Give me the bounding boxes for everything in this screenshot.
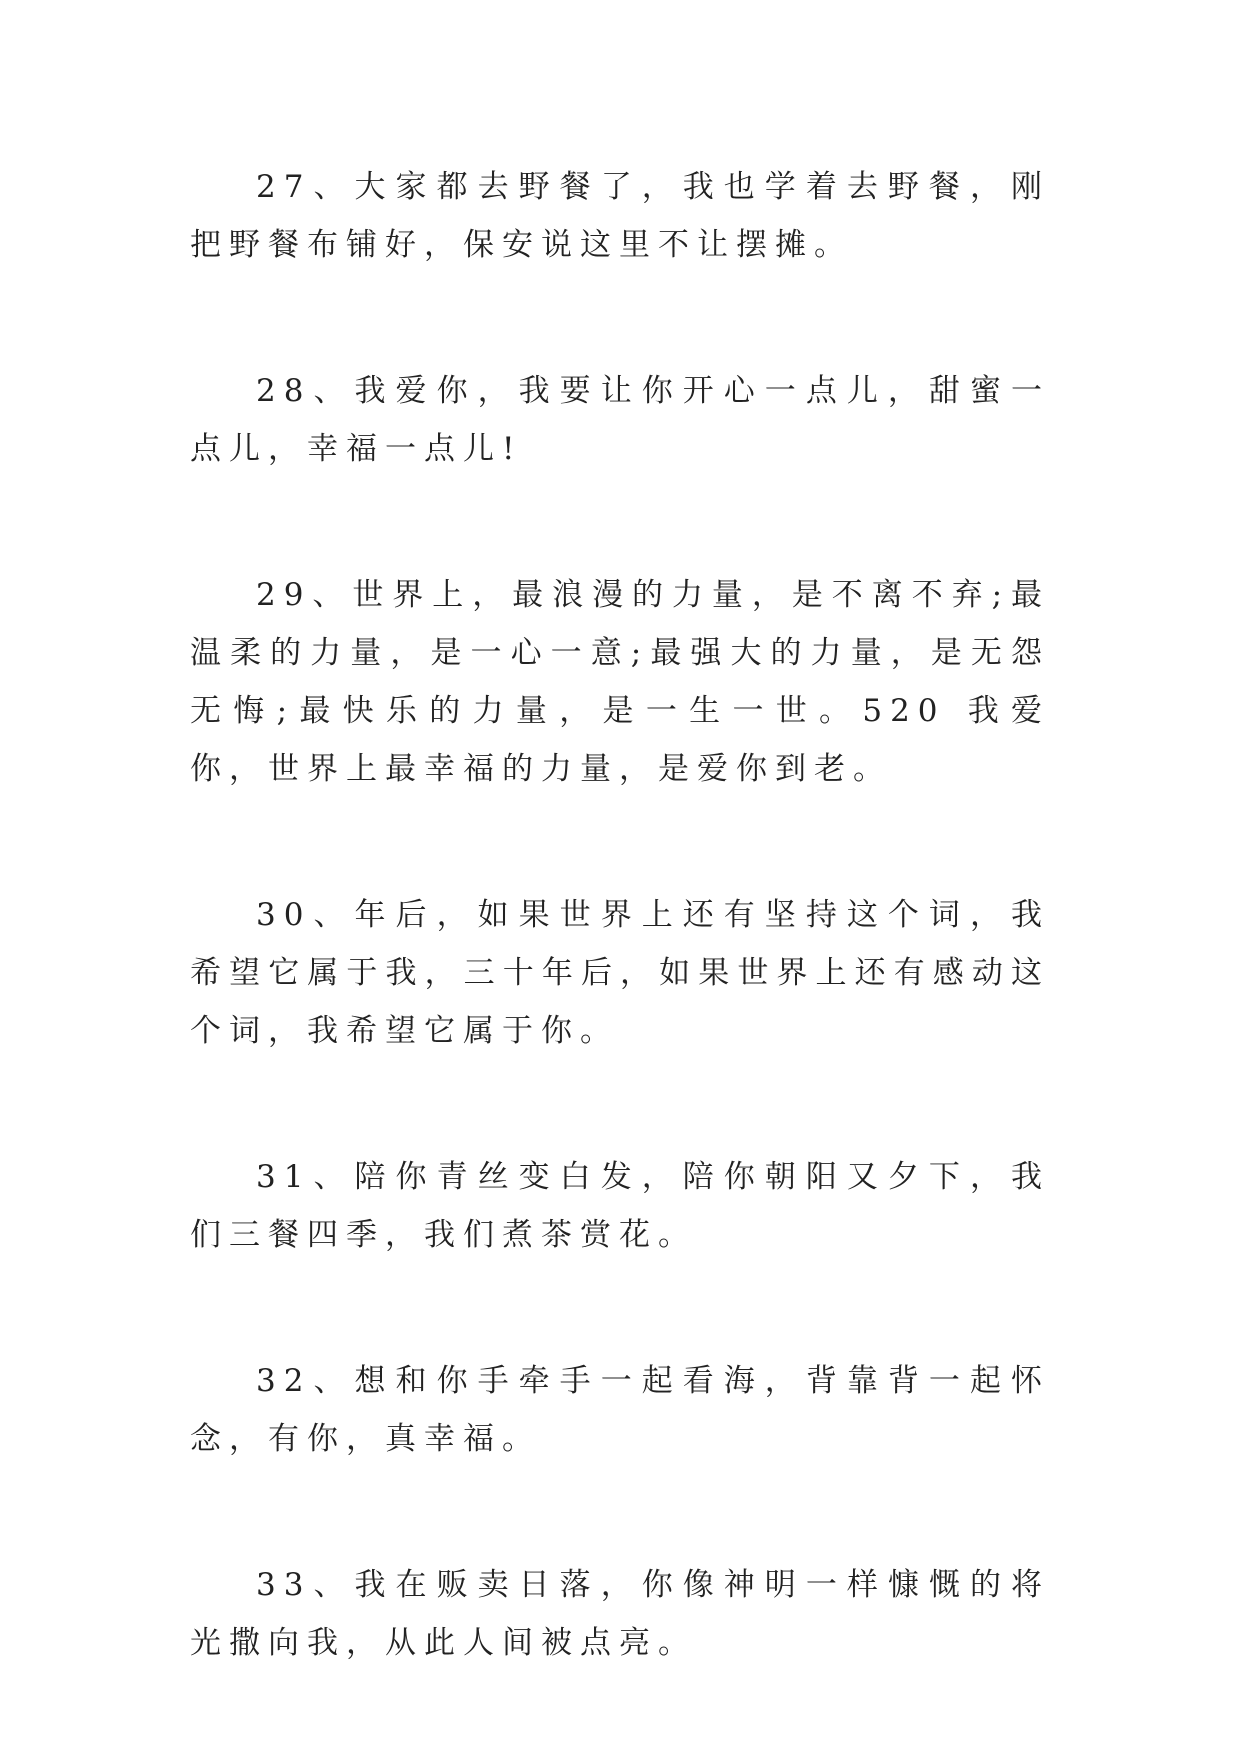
paragraph-31: 31、陪你青丝变白发，陪你朝阳又夕下，我们三餐四季，我们煮茶赏花。 [190, 1159, 1050, 1253]
paragraph-32: 32、想和你手牵手一起看海，背靠背一起怀念，有你，真幸福。 [190, 1363, 1050, 1457]
paragraph-27: 27、大家都去野餐了，我也学着去野餐，刚把野餐布铺好，保安说这里不让摆摊。 [190, 169, 1050, 263]
paragraph-28: 28、我爱你，我要让你开心一点儿，甜蜜一点儿，幸福一点儿! [190, 373, 1050, 467]
paragraph-30: 30、年后，如果世界上还有坚持这个词，我希望它属于我，三十年后，如果世界上还有感动这个词，我希望它属于你。 [190, 897, 1050, 1049]
paragraph-33: 33、我在贩卖日落，你像神明一样慷慨的将光撒向我，从此人间被点亮。 [190, 1567, 1050, 1661]
paragraph-29: 29、世界上，最浪漫的力量，是不离不弃;最温柔的力量，是一心一意;最强大的力量，是无怨无悔;最快乐的力量，是一生一世。520 我爱你，世界上最幸福的力量，是爱你到老。 [190, 577, 1050, 787]
document-body [190, 158, 1050, 1760]
